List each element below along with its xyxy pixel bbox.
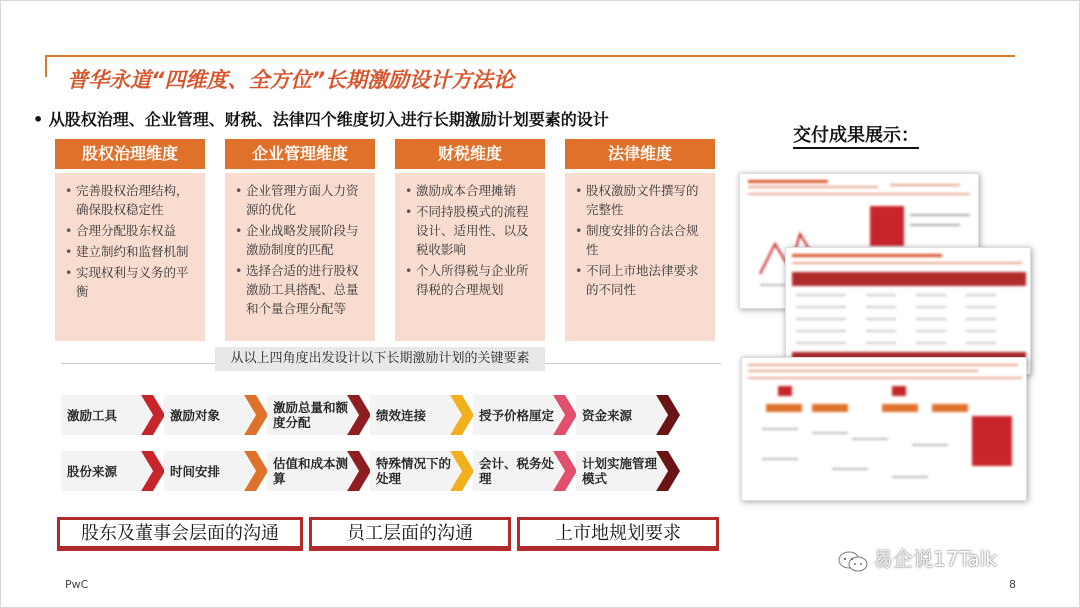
dimension-enterprise-management [225,139,375,341]
key-element-label: 计划实施管理模式 [582,456,658,486]
dimension-body [55,173,205,341]
footer-brand: PwC [65,578,89,591]
dimension-header: 法律维度 [565,139,715,169]
key-element-label: 资金来源 [582,407,633,423]
dimension-item: • 个人所得税与企业所得税的合理规划 [405,261,537,299]
dimension-item: • 不同持股模式的流程设计、适用性、以及税收影响 [405,202,537,259]
thumbnail-table-graphic [786,248,1031,375]
key-element-label: 授予价格厘定 [479,407,555,423]
key-element-chevron [576,395,680,435]
intro-bullet: • 从股权治理、企业管理、财税、法律四个维度切入进行长期激励计划要素的设计 [33,110,609,129]
key-element-chevron [370,451,474,491]
dimension-item: • 完善股权治理结构，确保股权稳定性 [65,181,197,219]
dimension-equity-governance [55,139,205,341]
key-elements-row-2 [61,451,701,491]
dimension-item: • 合理分配股东权益 [65,221,197,240]
dimension-body [565,173,715,341]
key-element-chevron [61,451,165,491]
key-element-label: 时间安排 [170,463,221,479]
dimension-body [395,173,545,341]
key-element-label: 激励工具 [67,407,118,423]
key-element-label: 激励总量和额度分配 [273,400,349,430]
key-element-chevron [267,451,371,491]
key-elements-row-1 [61,395,701,435]
watermark [837,543,997,572]
title-rule-tick [45,55,47,77]
dimension-header: 企业管理维度 [225,139,375,169]
dimension-item: • 建立制约和监督机制 [65,242,197,261]
wechat-icon [837,550,869,572]
key-element-label: 激励对象 [170,407,221,423]
listing-location-requirements: 上市地规划要求 [517,517,719,551]
key-element-chevron [370,395,474,435]
key-element-label: 估值和成本测算 [273,456,349,486]
deliverables-title: 交付成果展示： [793,125,919,149]
separator-label: 从以上四角度出发设计以下长期激励计划的关键要素 [215,347,545,371]
title-rule [45,55,1015,57]
deliverable-thumbnail-table [785,247,1031,375]
page-number: 8 [1009,578,1016,591]
key-element-label: 特殊情况下的处理 [376,456,452,486]
dimension-item: • 制度安排的合法合规性 [575,221,707,259]
dimension-item: • 实现权利与义务的平衡 [65,263,197,301]
key-element-chevron [164,451,268,491]
dimension-item: • 股权激励文件撰写的完整性 [575,181,707,219]
key-element-chevron [61,395,165,435]
thumbnail-diagram-graphic [742,358,1027,501]
dimension-finance-tax [395,139,545,341]
dimension-item: • 选择合适的进行股权激励工具搭配、总量和个量合理分配等 [235,261,367,318]
dimension-header: 财税维度 [395,139,545,169]
dimension-body [225,173,375,341]
dimension-item: • 企业战略发展阶段与激励制度的匹配 [235,221,367,259]
key-element-chevron [473,451,577,491]
dimension-item: • 激励成本合理摊销 [405,181,537,200]
dimension-legal [565,139,715,341]
dimension-item: • 企业管理方面人力资源的优化 [235,181,367,219]
key-element-label: 会计、税务处理 [479,456,555,486]
deliverable-thumbnail-diagram [741,357,1027,501]
dimension-item: • 不同上市地法律要求的不同性 [575,261,707,299]
watermark-text: 易企说17Talk [873,547,997,571]
slide-title: 普华永道“四维度、全方位”长期激励设计方法论 [67,68,515,92]
key-element-label: 绩效连接 [376,407,427,423]
key-element-label: 股份来源 [67,463,118,479]
dimension-header: 股权治理维度 [55,139,205,169]
communication-shareholders-board: 股东及董事会层面的沟通 [57,517,303,551]
key-element-chevron [164,395,268,435]
key-element-chevron [267,395,371,435]
key-element-chevron [576,451,680,491]
key-element-chevron [473,395,577,435]
communication-employees: 员工层面的沟通 [309,517,511,551]
